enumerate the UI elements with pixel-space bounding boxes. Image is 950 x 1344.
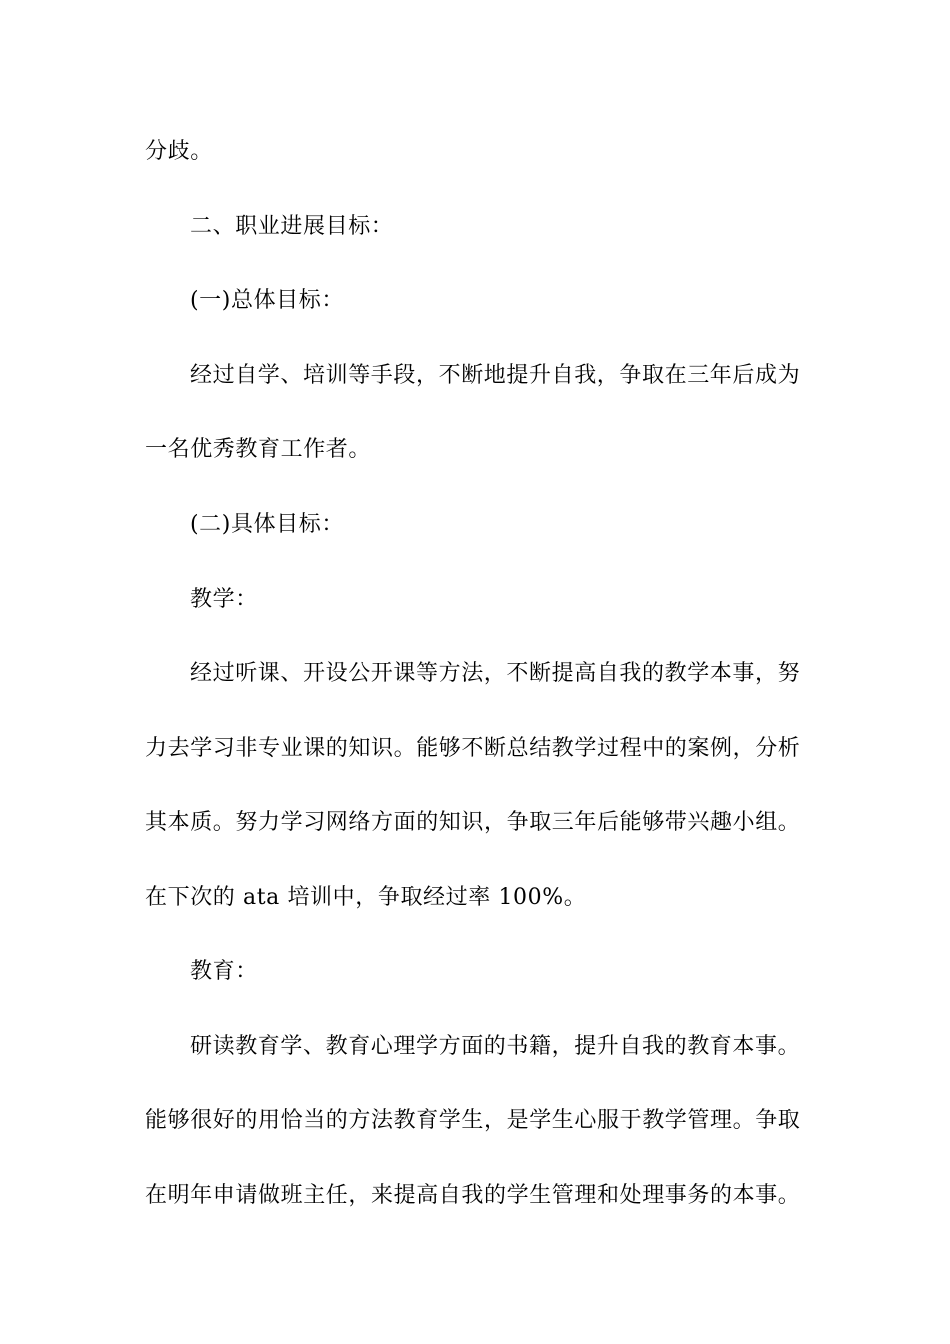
text-line-13: 研读教育学、教育心理学方面的书籍，提升自我的教育本事。 xyxy=(190,1034,801,1059)
label-education: 教育： xyxy=(190,959,258,984)
text-line-1: 分歧。 xyxy=(145,139,213,164)
text-line-14: 能够很好的用恰当的方法教育学生，是学生心服于教学管理。争取 xyxy=(145,1108,801,1133)
text-line-11: 在下次的 ata 培训中，争取经过率 100%。 xyxy=(145,885,587,910)
text-line-8: 经过听课、开设公开课等方法，不断提高自我的教学本事，努 xyxy=(190,661,801,686)
text-line-15: 在明年申请做班主任，来提高自我的学生管理和处理事务的本事。 xyxy=(145,1183,801,1208)
section-heading-career-goals: 二、职业进展目标： xyxy=(190,214,394,239)
label-teaching: 教学： xyxy=(190,587,258,612)
subheading-overall-goal: (一)总体目标： xyxy=(190,288,344,313)
subheading-specific-goals: (二)具体目标： xyxy=(190,512,344,537)
text-line-9: 力去学习非专业课的知识。能够不断总结教学过程中的案例，分析 xyxy=(145,736,801,761)
text-line-4: 经过自学、培训等手段，不断地提升自我，争取在三年后成为 xyxy=(190,363,801,388)
text-line-10: 其本质。努力学习网络方面的知识，争取三年后能够带兴趣小组。 xyxy=(145,810,801,835)
text-line-5: 一名优秀教育工作者。 xyxy=(145,437,372,462)
